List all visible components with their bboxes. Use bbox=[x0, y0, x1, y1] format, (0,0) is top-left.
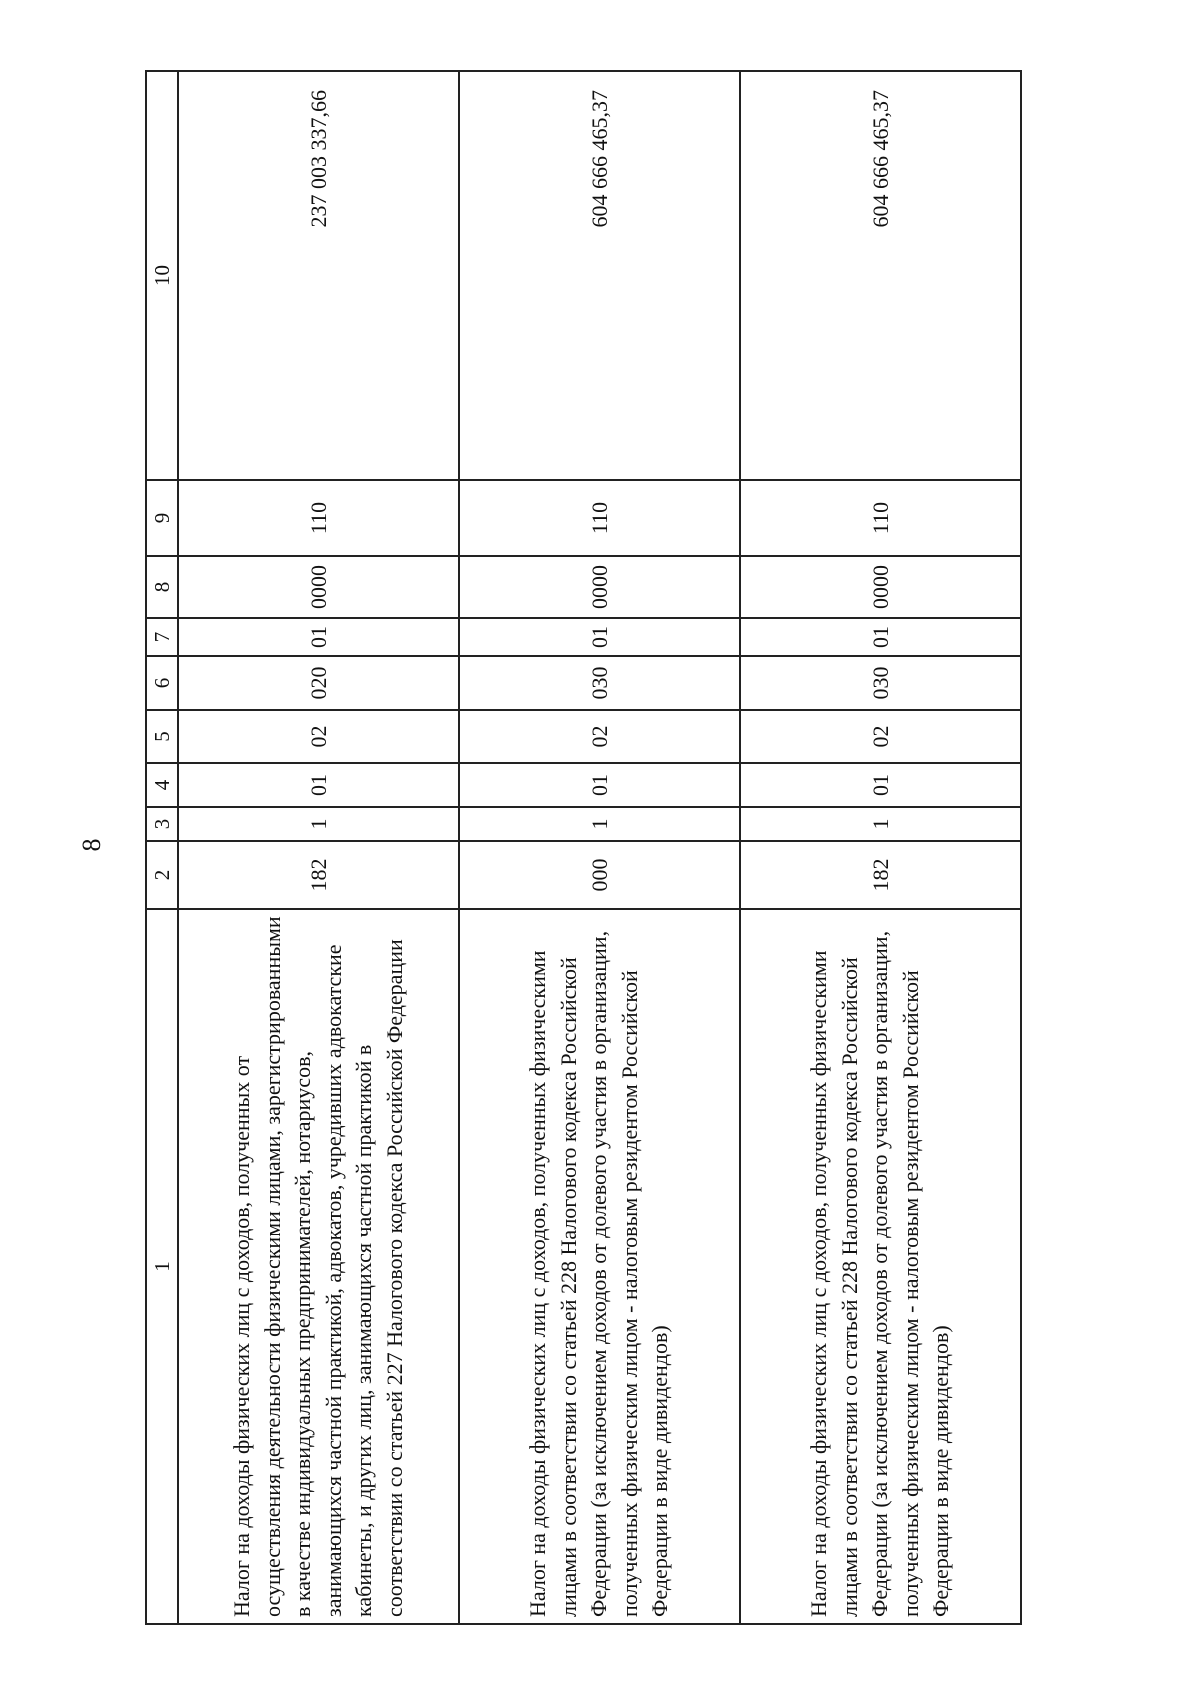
amount-cell: 604 666 465,37 bbox=[740, 71, 1021, 480]
row-description: Налог на доходы физических лиц с доходов, полученных физическими лицами в соответствии со статьей 228 Налогового кодекса Российской Федерации (за исключением доходов от долевого участия в организации, полученных физическим лицом - налоговым резидентом Российской Федерации в виде дивидендов) bbox=[459, 909, 740, 1624]
code-cell: 0000 bbox=[178, 556, 459, 618]
column-header: 3 bbox=[146, 807, 178, 841]
column-header: 7 bbox=[146, 618, 178, 656]
code-cell: 030 bbox=[459, 656, 740, 710]
rotated-page bbox=[145, 70, 1000, 1625]
code-cell: 110 bbox=[178, 480, 459, 556]
header-row bbox=[146, 71, 178, 1624]
code-cell: 1 bbox=[459, 807, 740, 841]
code-cell: 182 bbox=[178, 841, 459, 909]
column-header: 1 bbox=[146, 909, 178, 1624]
table-row bbox=[178, 71, 459, 1624]
code-cell: 0000 bbox=[740, 556, 1021, 618]
code-cell: 01 bbox=[178, 618, 459, 656]
code-cell: 182 bbox=[740, 841, 1021, 909]
code-cell: 1 bbox=[178, 807, 459, 841]
code-cell: 110 bbox=[459, 480, 740, 556]
amount-cell: 237 003 337,66 bbox=[178, 71, 459, 480]
code-cell: 01 bbox=[178, 763, 459, 807]
code-cell: 01 bbox=[459, 618, 740, 656]
column-header: 10 bbox=[146, 71, 178, 480]
code-cell: 02 bbox=[740, 710, 1021, 763]
column-header: 9 bbox=[146, 480, 178, 556]
column-header: 2 bbox=[146, 841, 178, 909]
column-header: 8 bbox=[146, 556, 178, 618]
code-cell: 020 bbox=[178, 656, 459, 710]
code-cell: 1 bbox=[740, 807, 1021, 841]
code-cell: 02 bbox=[459, 710, 740, 763]
code-cell: 01 bbox=[459, 763, 740, 807]
table-row bbox=[459, 71, 740, 1624]
column-header: 6 bbox=[146, 656, 178, 710]
code-cell: 01 bbox=[740, 763, 1021, 807]
code-cell: 030 bbox=[740, 656, 1021, 710]
column-header: 4 bbox=[146, 763, 178, 807]
code-cell: 02 bbox=[178, 710, 459, 763]
column-header: 5 bbox=[146, 710, 178, 763]
code-cell: 000 bbox=[459, 841, 740, 909]
row-description: Налог на доходы физических лиц с доходов, полученных от осуществления деятельности физическими лицами, зарегистрированными в качестве индивидуальных предпринимателей, нотариусов, занимающихся частной практикой, адвокатов, учредивших адвокатские кабинеты, и других лиц, занимающихся частной практикой в соответствии со статьей 227 Налогового кодекса Российской Федерации bbox=[178, 909, 459, 1624]
table-row bbox=[740, 71, 1021, 1624]
code-cell: 110 bbox=[740, 480, 1021, 556]
amount-cell: 604 666 465,37 bbox=[459, 71, 740, 480]
budget-code-table bbox=[145, 70, 1022, 1625]
page-number: 8 bbox=[77, 838, 106, 852]
code-cell: 0000 bbox=[459, 556, 740, 618]
code-cell: 01 bbox=[740, 618, 1021, 656]
row-description: Налог на доходы физических лиц с доходов, полученных физическими лицами в соответствии со статьей 228 Налогового кодекса Российской Федерации (за исключением доходов от долевого участия в организации, полученных физическим лицом - налоговым резидентом Российской Федерации в виде дивидендов) bbox=[740, 909, 1021, 1624]
